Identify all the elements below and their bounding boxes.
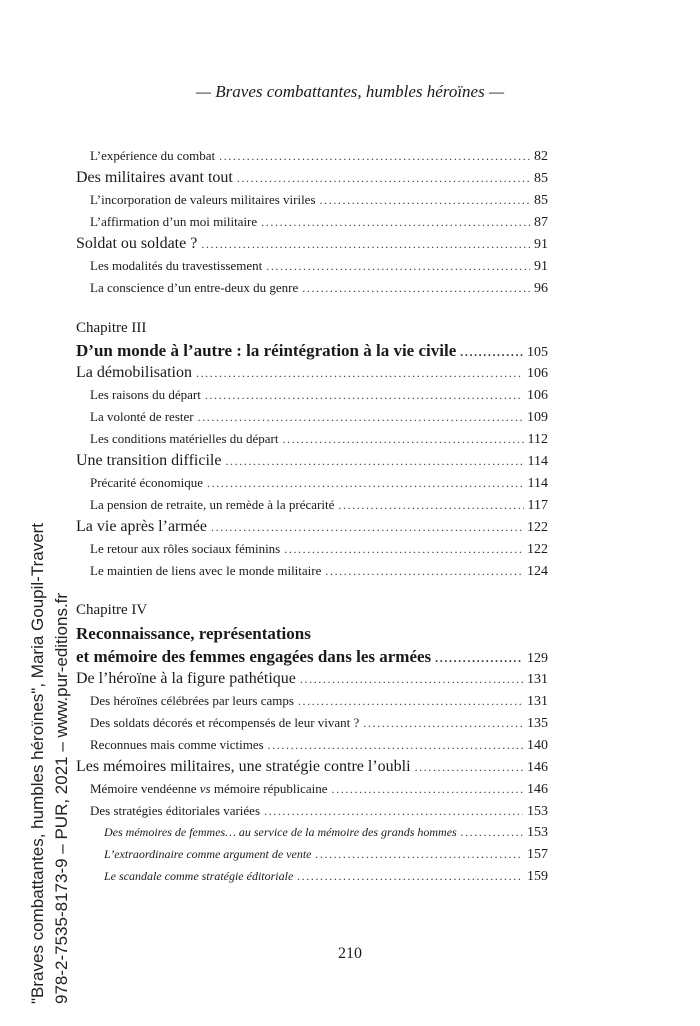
chapter-label: Chapitre IV (76, 602, 148, 618)
toc-entry-page: 91 (534, 237, 548, 252)
toc-entry-page: 82 (534, 149, 548, 164)
toc-entry-title: L’affirmation d’un moi militaire (90, 214, 258, 229)
toc-entry-title: Le maintien de liens avec le monde militaire (90, 563, 322, 578)
toc-entry[interactable] (76, 564, 548, 579)
toc-entry[interactable] (76, 236, 548, 252)
leader-dots (298, 695, 523, 707)
toc-entry-title-part: mémoire républicaine (210, 781, 328, 796)
leader-dots (300, 673, 523, 685)
chapter-label: Chapitre III (76, 320, 147, 336)
toc-entry-title: Des militaires avant tout (76, 169, 233, 186)
chapter-title-text: et mémoire des femmes engagées dans les armées (76, 647, 432, 666)
chapter-page: 129 (527, 651, 548, 666)
leader-dots (201, 238, 530, 250)
toc-entry-title: Les conditions matérielles du départ (90, 431, 279, 446)
toc-entry-page: 96 (534, 281, 548, 296)
leader-dots (211, 521, 523, 533)
toc-entry[interactable] (76, 848, 548, 862)
toc-entry-title: Le scandale comme stratégie éditoriale (104, 869, 294, 883)
toc-entry-title: Des soldats décorés et récompensés de leur vivant ? (90, 715, 360, 730)
toc-entry[interactable] (76, 782, 548, 797)
toc-entry[interactable] (76, 498, 548, 513)
leader-dots (284, 543, 523, 555)
leader-dots (207, 477, 524, 489)
toc-entry-title: Soldat ou soldate ? (76, 235, 198, 252)
toc-entry[interactable] (76, 694, 548, 709)
toc-entry-page: 85 (534, 171, 548, 186)
toc-entry-page: 85 (534, 193, 548, 208)
toc-entry-title: La conscience d’un entre-deux du genre (90, 280, 299, 295)
leader-dots (268, 739, 523, 751)
leader-dots (261, 216, 530, 228)
toc-entry[interactable] (76, 410, 548, 425)
leader-dots (461, 826, 523, 838)
chapter-title[interactable] (76, 648, 548, 666)
toc-entry-title: Une transition difficile (76, 452, 222, 469)
toc-entry-page: 114 (527, 454, 548, 469)
toc-entry[interactable] (76, 259, 548, 274)
toc-entry-title: La volonté de rester (90, 409, 194, 424)
toc-entry[interactable] (76, 542, 548, 557)
toc-entry-title: Des stratégies éditoriales variées (90, 803, 261, 818)
toc-entry-title: Les modalités du travestissement (90, 258, 263, 273)
toc-entry-title: Des héroïnes célébrées par leurs camps (90, 693, 294, 708)
toc-entry-title: L’incorporation de valeurs militaires viriles (90, 192, 316, 207)
toc-entry-page: 109 (527, 410, 548, 425)
side-credit-line: 978-2-7535-8173-9 – PUR, 2021 – www.pur-editions.fr (52, 592, 71, 1004)
leader-dots (219, 150, 530, 162)
chapter-page: 105 (527, 345, 548, 360)
leader-dots (198, 411, 523, 423)
toc-entry-title: L’expérience du combat (90, 148, 216, 163)
toc-entry-page: 146 (527, 760, 548, 775)
leader-dots (297, 870, 523, 882)
leader-dots (363, 717, 523, 729)
leader-dots (338, 499, 523, 511)
toc-entry-title: Des mémoires de femmes… au service de la mémoire des grands hommes (104, 825, 457, 839)
toc-entry-page: 140 (527, 738, 548, 753)
leader-dots (302, 282, 530, 294)
toc-entry-page: 146 (527, 782, 548, 797)
leader-dots (237, 172, 530, 184)
leader-dots (266, 260, 530, 272)
toc-entry-title: L’extraordinaire comme argument de vente (104, 847, 312, 861)
side-credit-line: "Braves combattantes, humbles héroïnes", Maria Goupil-Travert (28, 522, 47, 1004)
toc-entry[interactable] (76, 671, 548, 687)
chapter-title-text: D’un monde à l’autre : la réintégration à la vie civile (76, 341, 457, 360)
leader-dots (415, 761, 523, 773)
toc-entry-title: La vie après l’armée (76, 518, 208, 535)
toc-entry-page: 87 (534, 215, 548, 230)
toc-entry-title: Le retour aux rôles sociaux féminins (90, 541, 281, 556)
leader-dots (264, 805, 523, 817)
leader-dots (316, 848, 524, 860)
toc-entry-page: 153 (527, 825, 548, 840)
chapter-title[interactable] (76, 342, 548, 360)
toc-entry[interactable] (76, 281, 548, 296)
toc-entry-page: 131 (527, 694, 548, 709)
toc-entry-page: 91 (534, 259, 548, 274)
toc-entry-title: Les mémoires militaires, une stratégie contre l’oubli (76, 758, 411, 775)
toc-entry[interactable] (76, 476, 548, 491)
leader-dots (320, 194, 530, 206)
toc-entry[interactable] (76, 804, 548, 819)
toc-entry-page: 106 (527, 366, 548, 381)
leader-dots (332, 783, 523, 795)
toc-entry[interactable] (76, 453, 548, 469)
toc-entry-page: 159 (527, 869, 548, 884)
toc-entry[interactable] (76, 215, 548, 230)
toc-entry-page: 153 (527, 804, 548, 819)
toc-entry[interactable] (76, 519, 548, 535)
leader-dots (325, 565, 523, 577)
toc-entry[interactable] (76, 388, 548, 403)
chapter-title-line: Reconnaissance, représentations (76, 624, 311, 643)
toc-entry-page: 106 (527, 388, 548, 403)
toc-entry-page: 122 (527, 542, 548, 557)
toc-entry[interactable] (76, 170, 548, 186)
toc-entry-title (90, 782, 328, 795)
toc-entry[interactable] (76, 826, 548, 840)
toc-entry[interactable] (76, 738, 548, 753)
toc-entry-title: De l’héroïne à la figure pathétique (76, 670, 296, 687)
toc-entry[interactable] (76, 365, 548, 381)
toc-entry-page: 117 (527, 498, 548, 513)
leader-dots (196, 367, 523, 379)
running-head: — Braves combattantes, humbles héroïnes — (195, 82, 505, 101)
toc-entry-page: 114 (527, 476, 548, 491)
toc-entry-page: 131 (527, 672, 548, 687)
leader-dots (460, 346, 523, 358)
toc-entry-title: Reconnues mais comme victimes (90, 737, 264, 752)
toc-entry-page: 157 (527, 847, 548, 862)
toc-entry[interactable] (76, 716, 548, 731)
leader-dots (205, 389, 523, 401)
toc-entry-title: Les raisons du départ (90, 387, 201, 402)
toc-entry-title-versus: vs (199, 781, 211, 796)
toc-entry-title: La démobilisation (76, 364, 192, 381)
toc-entry[interactable] (76, 193, 548, 208)
toc-entry[interactable] (76, 149, 548, 164)
toc-entry-title: La pension de retraite, un remède à la précarité (90, 497, 335, 512)
leader-dots (435, 652, 523, 664)
toc-entry-page: 122 (527, 520, 548, 535)
toc-entry-title-part: Mémoire vendéenne (90, 781, 200, 796)
toc-entry[interactable] (76, 759, 548, 775)
leader-dots (225, 455, 523, 467)
toc-entry-page: 112 (527, 432, 548, 447)
toc-entry-page: 135 (527, 716, 548, 731)
toc-entry-page: 124 (527, 564, 548, 579)
leader-dots (282, 433, 523, 445)
toc-entry[interactable] (76, 432, 548, 447)
page-number: 210 (338, 945, 362, 962)
toc-entry[interactable] (76, 870, 548, 884)
toc-entry-title: Précarité économique (90, 475, 203, 490)
